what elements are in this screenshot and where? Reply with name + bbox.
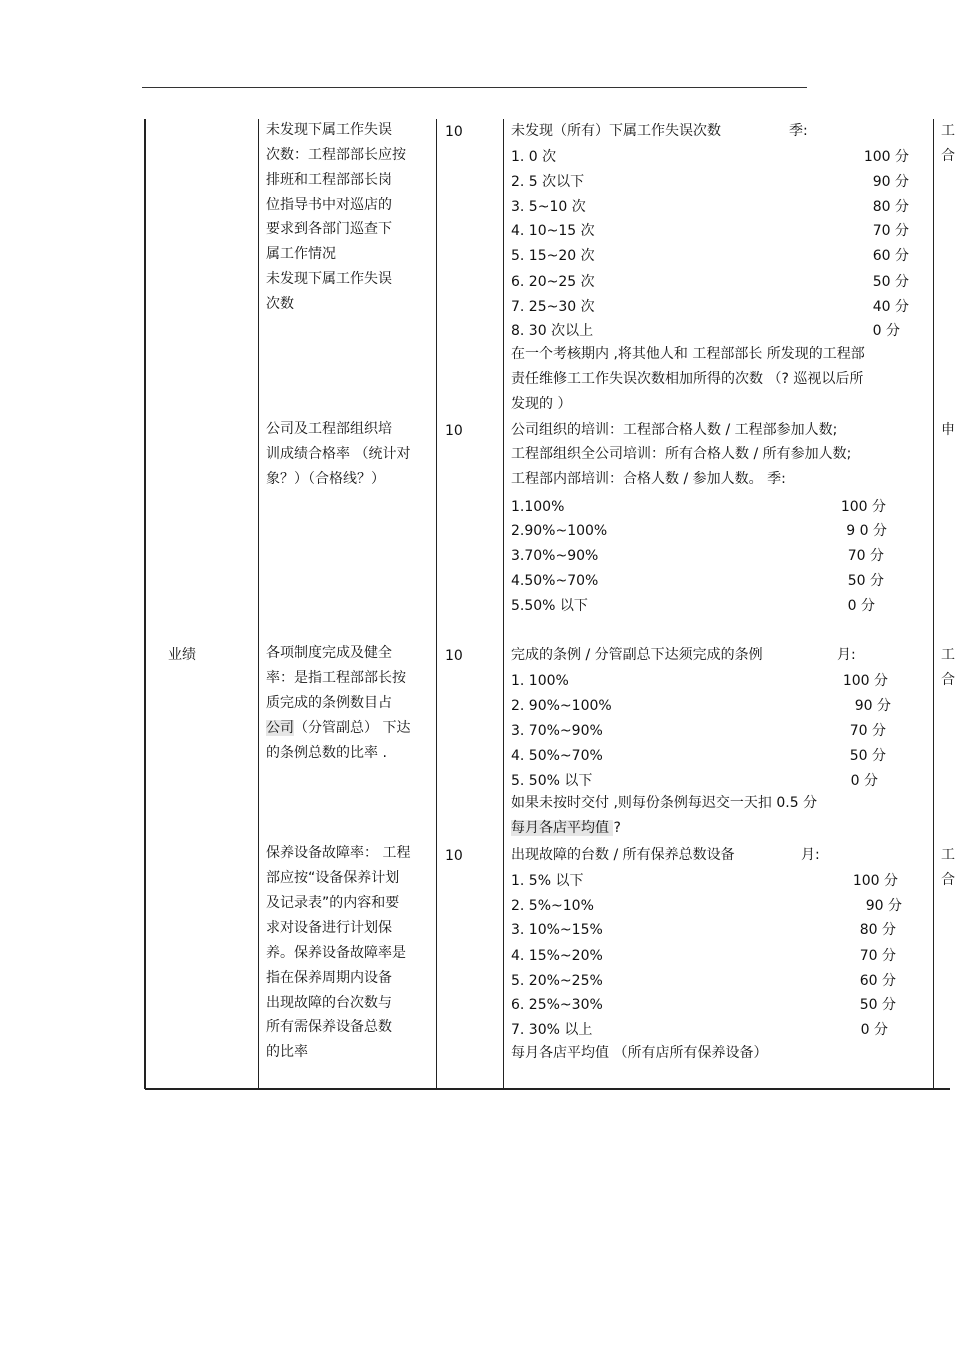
edge-text: 工 [941, 847, 955, 863]
score-level: 1.100% [511, 499, 565, 515]
score-level: 4. 15%~20% [511, 948, 603, 964]
score-level: 7. 30% 以上 [511, 1022, 593, 1038]
score-level: 4. 50%~70% [511, 748, 603, 764]
score-points: 100 分 [863, 149, 909, 165]
score-level: 5. 50% 以下 [511, 773, 593, 789]
score-points: 90 分 [865, 898, 902, 914]
score-level: 7. 25~30 次 [511, 299, 595, 315]
kpi-description: 保养设备故障率： 工程 [266, 845, 411, 861]
score-points: 70 分 [847, 548, 884, 564]
table-col-divider [933, 119, 934, 1089]
weight-value: 10 [445, 648, 463, 664]
score-level: 1. 5% 以下 [511, 873, 584, 889]
weight-value: 10 [445, 124, 463, 140]
score-level: 2. 5 次以下 [511, 174, 585, 190]
score-level: 1. 100% [511, 673, 569, 689]
criteria-note: 发现的 ） [511, 396, 572, 412]
header-rule [142, 87, 807, 88]
kpi-description: 的条例总数的比率 . [266, 745, 387, 761]
score-points: 40 分 [872, 299, 909, 315]
score-level: 3.70%~90% [511, 548, 599, 564]
table-col-divider [258, 119, 259, 1089]
score-points: 50 分 [847, 573, 884, 589]
criteria-note [511, 818, 621, 838]
kpi-description: 公司及工程部组织培 [266, 421, 392, 437]
edge-text: 合 [941, 672, 955, 688]
score-level: 4.50%~70% [511, 573, 599, 589]
criteria-period: 月: [801, 847, 820, 863]
kpi-description: 指在保养周期内设备 [266, 970, 392, 986]
score-level: 4. 10~15 次 [511, 223, 595, 239]
score-points: 60 分 [872, 248, 909, 264]
score-points: 0 分 [860, 1022, 888, 1038]
score-points: 90 分 [854, 698, 891, 714]
kpi-description: 部应按“设备保养计划 [266, 870, 400, 886]
kpi-description [266, 718, 410, 738]
score-level: 6. 25%~30% [511, 997, 603, 1013]
score-level: 2. 5%~10% [511, 898, 594, 914]
kpi-description: 位指导书中对巡店的 [266, 197, 392, 213]
score-level: 8. 30 次以上 [511, 323, 594, 339]
kpi-description-rest: （分管副总） 下达 [294, 720, 411, 736]
criteria-period: 季: [789, 123, 808, 139]
criteria-line: 工程部组织全公司培训：所有合格人数 / 所有参加人数; [511, 446, 852, 462]
kpi-description: 各项制度完成及健全 [266, 645, 392, 661]
kpi-description: 未发现下属工作失误 [266, 122, 392, 138]
score-level: 3. 70%~90% [511, 723, 603, 739]
kpi-description: 排班和工程部部长岗 [266, 172, 392, 188]
score-level: 2. 90%~100% [511, 698, 612, 714]
kpi-description: 出现故障的台次数与 [266, 995, 392, 1011]
criteria-heading: 出现故障的台数 / 所有保养总数设备 [511, 847, 735, 863]
weight-value: 10 [445, 423, 463, 439]
kpi-description: 求对设备进行计划保 [266, 920, 392, 936]
score-points: 70 分 [859, 948, 896, 964]
table-border-bottom [145, 1088, 950, 1090]
score-points: 50 分 [849, 748, 886, 764]
score-points: 90 分 [872, 174, 909, 190]
kpi-description: 次数 [266, 296, 294, 312]
criteria-note: 每月各店平均值 （所有店所有保养设备） [511, 1045, 768, 1061]
criteria-line: 工程部内部培训：合格人数 / 参加人数。 季: [511, 471, 786, 487]
kpi-description: 次数：工程部部长应按 [266, 147, 406, 163]
kpi-description: 未发现下属工作失误 [266, 271, 392, 287]
table-border-left [144, 119, 146, 1089]
score-level: 6. 20~25 次 [511, 274, 595, 290]
score-points: 60 分 [859, 973, 896, 989]
edge-text: 合 [941, 148, 955, 164]
score-points: 100 分 [840, 499, 886, 515]
score-points: 50 分 [872, 274, 909, 290]
kpi-description: 训成绩合格率 （统计对 [266, 446, 411, 462]
edge-text: 工 [941, 123, 955, 139]
score-points: 0 分 [850, 773, 878, 789]
highlighted-text: 公司 [266, 720, 294, 736]
kpi-description: 养。保养设备故障率是 [266, 945, 406, 961]
score-points: 100 分 [842, 673, 888, 689]
score-points: 0 分 [847, 598, 875, 614]
score-points: 80 分 [872, 199, 909, 215]
kpi-description: 属工作情况 [266, 246, 336, 262]
score-level: 5. 20%~25% [511, 973, 603, 989]
score-points: 70 分 [849, 723, 886, 739]
score-level: 5. 15~20 次 [511, 248, 595, 264]
score-level: 3. 10%~15% [511, 922, 603, 938]
category-label: 业绩 [168, 647, 196, 663]
score-level: 1. 0 次 [511, 149, 557, 165]
kpi-description: 所有需保养设备总数 [266, 1019, 392, 1035]
table-col-divider [436, 119, 437, 1089]
criteria-heading: 未发现（所有）下属工作失误次数 [511, 123, 721, 139]
score-level: 3. 5~10 次 [511, 199, 586, 215]
highlighted-text: 每月各店平均值 [511, 820, 614, 836]
criteria-period: 月: [837, 647, 856, 663]
criteria-note: 在一个考核期内 ,将其他人和 工程部部长 所发现的工程部 [511, 346, 865, 362]
score-points: 50 分 [859, 997, 896, 1013]
criteria-note: 如果未按时交付 ,则每份条例每迟交一天扣 0.5 分 [511, 795, 818, 811]
edge-text: 申 [941, 422, 955, 438]
kpi-description: 率：是指工程部部长按 [266, 670, 406, 686]
weight-value: 10 [445, 848, 463, 864]
score-level: 5.50% 以下 [511, 598, 588, 614]
criteria-heading: 完成的条例 / 分管副总下达须完成的条例 [511, 647, 763, 663]
kpi-description: 要求到各部门巡查下 [266, 221, 392, 237]
table-col-divider [503, 119, 504, 1089]
score-points: 80 分 [859, 922, 896, 938]
criteria-note: 责任维修工工作失误次数相加所得的次数 （? 巡视以后所 [511, 371, 864, 387]
kpi-description: 及记录表”的内容和要 [266, 895, 400, 911]
score-points: 100 分 [852, 873, 898, 889]
criteria-line: 公司组织的培训：工程部合格人数 / 工程部参加人数; [511, 422, 838, 438]
edge-text: 工 [941, 647, 955, 663]
kpi-description: 的比率 [266, 1044, 308, 1060]
kpi-description: 质完成的条例数目占 [266, 695, 392, 711]
kpi-description: 象？）（合格线？） [266, 471, 385, 487]
edge-text: 合 [941, 872, 955, 888]
score-points: 70 分 [872, 223, 909, 239]
score-points: 9 0 分 [846, 523, 887, 539]
note-mark: ? [613, 820, 621, 836]
score-points: 0 分 [872, 323, 900, 339]
score-level: 2.90%~100% [511, 523, 608, 539]
